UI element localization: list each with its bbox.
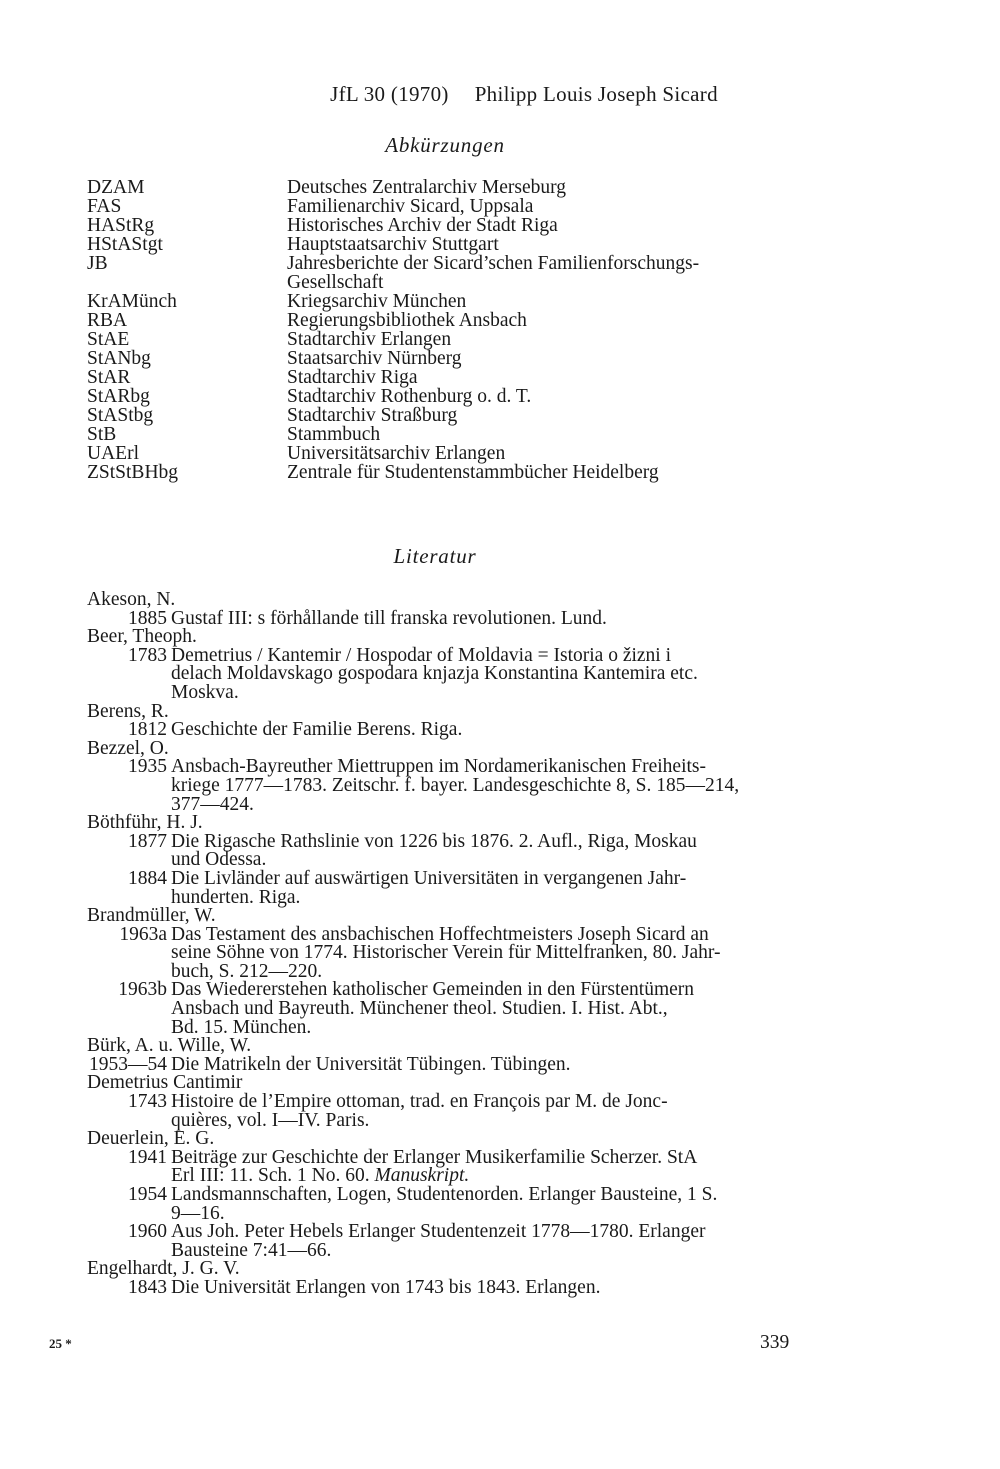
citation-line: Die Matrikeln der Universität Tübingen. Tübingen.: [171, 1053, 571, 1075]
work-year: 1783: [128, 644, 167, 666]
work-year: 1953—54: [89, 1053, 167, 1075]
work-citation: [171, 1053, 799, 1075]
citation-line: Bausteine 7:41—66.: [171, 1239, 332, 1261]
abbreviation-value: Staatsarchiv Nürnberg: [287, 348, 462, 369]
abbreviation-value: Stadtarchiv Erlangen: [287, 329, 452, 350]
citation-line: Beiträge zur Geschichte der Erlanger Musikerfamilie Scherzer. StA: [171, 1146, 698, 1168]
work-year: 1963b: [118, 979, 167, 1001]
literature-author: Berens, R.: [87, 700, 169, 722]
abbreviation-value: Stadtarchiv Rothenburg o. d. T.: [287, 386, 532, 407]
abbreviation-row: [87, 235, 807, 254]
literature-work: [87, 867, 799, 908]
journal-reference: JfL 30 (1970): [330, 82, 449, 106]
literature-heading: Literatur: [393, 544, 477, 568]
abbreviation-value: Universitätsarchiv Erlangen: [287, 443, 506, 464]
abbreviation-key: ZStStBHbg: [87, 462, 179, 483]
abbreviations-heading: Abkürzungen: [385, 133, 505, 157]
abbreviation-value: Stadtarchiv Straßburg: [287, 405, 458, 426]
citation-line: Die Universität Erlangen von 1743 bis 1843. Erlangen.: [171, 1276, 601, 1298]
work-citation: [171, 867, 799, 908]
work-citation: [171, 1093, 799, 1130]
literature-work: [87, 1146, 799, 1187]
abbreviation-key: [87, 273, 287, 292]
citation-line: quières, vol. I—IV. Paris.: [171, 1109, 370, 1131]
article-title: Philipp Louis Joseph Sicard: [474, 82, 718, 106]
abbreviation-value: Jahresberichte der Sicard’schen Familienforschungs-: [287, 253, 700, 274]
literature-author: Brandmüller, W.: [87, 905, 216, 927]
abbreviation-value: Stadtarchiv Riga: [287, 367, 418, 388]
work-year: 1885: [128, 607, 167, 629]
abbreviation-row: [87, 273, 807, 292]
abbreviation-key: DZAM: [87, 177, 145, 198]
abbreviation-value: Gesellschaft: [287, 272, 384, 293]
literature-work: [87, 830, 799, 871]
citation-line: Landsmannschaften, Logen, Studentenorden. Erlanger Bausteine, 1 S.: [171, 1184, 718, 1205]
work-year: 1954: [128, 1184, 167, 1205]
work-year: 1877: [128, 830, 167, 852]
abbreviation-key: RBA: [87, 310, 128, 331]
abbreviation-value: Zentrale für Studentenstammbücher Heidelberg: [287, 462, 659, 483]
literature-work: [87, 1223, 799, 1260]
abbreviation-row: [87, 406, 807, 425]
literature-author: Beer, Theoph.: [87, 626, 197, 648]
abbreviation-row: [87, 444, 807, 463]
citation-line: Die Rigasche Rathslinie von 1226 bis 1876. 2. Aufl., Riga, Moskau: [171, 830, 697, 852]
work-year: 1743: [128, 1091, 167, 1113]
literature-author: Akeson, N.: [87, 589, 176, 610]
literature-work: [87, 721, 799, 740]
work-citation: [171, 830, 799, 871]
citation-line: Gustaf III: s förhållande till franska revolutionen. Lund.: [171, 607, 607, 629]
work-year: 1884: [128, 867, 167, 889]
citation-line: hunderten. Riga.: [171, 886, 301, 908]
abbreviation-value: Familienarchiv Sicard, Uppsala: [287, 196, 534, 217]
abbreviation-key: StB: [87, 424, 117, 445]
work-year: 1935: [128, 756, 167, 778]
literature-author: Bezzel, O.: [87, 737, 169, 759]
citation-line: Geschichte der Familie Berens. Riga.: [171, 719, 463, 741]
work-citation: [171, 1276, 799, 1298]
work-citation: [171, 607, 799, 629]
literature-work: [87, 981, 799, 1037]
abbreviation-key: StAE: [87, 329, 130, 350]
citation-line: Das Testament des ansbachischen Hoffechtmeisters Joseph Sicard an: [171, 923, 709, 945]
citation-line: 9—16.: [171, 1202, 225, 1224]
abbreviation-key: KrAMünch: [87, 291, 177, 312]
citation-line: Aus Joh. Peter Hebels Erlanger Studentenzeit 1778—1780. Erlanger: [171, 1221, 706, 1243]
citation-line: Ansbach und Bayreuth. Münchener theol. Studien. I. Hist. Abt.,: [171, 998, 668, 1020]
abbreviation-key: UAErl: [87, 443, 139, 464]
work-citation: [171, 981, 799, 1037]
abbreviation-value: Stammbuch: [287, 424, 381, 445]
abbreviation-row: [87, 368, 807, 387]
abbreviation-row: [87, 216, 807, 235]
abbreviation-key: HAStRg: [87, 215, 155, 236]
abbreviation-value: Regierungsbibliothek Ansbach: [287, 310, 527, 331]
citation-line-text: Erl III: 11. Sch. 1 No. 60.: [171, 1165, 370, 1187]
citation-italic-note: Manuskript.: [374, 1165, 470, 1187]
work-year: 1960: [128, 1221, 167, 1243]
literature-work: [87, 923, 799, 982]
abbreviation-row: [87, 387, 807, 406]
literature-author: Engelhardt, J. G. V.: [87, 1258, 240, 1280]
abbreviation-key: HStAStgt: [87, 234, 163, 255]
literature-work: [87, 1276, 799, 1298]
work-year: 1963a: [119, 923, 167, 945]
work-citation: [171, 1146, 799, 1187]
literature-author: Böthführ, H. J.: [87, 812, 203, 834]
abbreviation-row: [87, 254, 807, 273]
work-year: 1941: [128, 1146, 167, 1168]
citation-line: kriege 1777—1783. Zeitschr. f. bayer. Landesgeschichte 8, S. 185—214,: [171, 774, 740, 796]
citation-line: Demetrius / Kantemir / Hospodar of Moldavia = Istoria o žizni i: [171, 644, 672, 666]
citation-line: Bd. 15. München.: [171, 1016, 312, 1038]
abbreviation-key: StAStbg: [87, 405, 154, 426]
work-citation: [171, 721, 799, 740]
work-citation: [171, 1186, 799, 1223]
citation-line: Das Wiedererstehen katholischer Gemeinden in den Fürstentümern: [171, 979, 695, 1001]
abbreviation-value: Deutsches Zentralarchiv Merseburg: [287, 177, 567, 198]
abbreviation-value: Historisches Archiv der Stadt Riga: [287, 215, 558, 236]
abbreviation-row: [87, 330, 807, 349]
literature-work: [87, 1093, 799, 1130]
abbreviation-row: [87, 463, 807, 482]
work-year: 1843: [128, 1276, 167, 1298]
literature-work: [87, 758, 799, 814]
abbreviation-row: [87, 178, 807, 197]
work-citation: [171, 758, 799, 814]
abbreviation-key: StAR: [87, 367, 131, 388]
literature-work: [87, 644, 799, 703]
work-year: 1812: [128, 719, 167, 741]
literature-author: Deuerlein, E. G.: [87, 1128, 215, 1150]
work-citation: [171, 923, 799, 982]
literature-list: [87, 591, 799, 1298]
abbreviation-row: [87, 425, 807, 444]
citation-line: und Odessa.: [171, 849, 267, 871]
citation-line: seine Söhne von 1774. Historischer Verein für Mittelfranken, 80. Jahr-: [171, 942, 721, 964]
citation-line: Histoire de l’Empire ottoman, trad. en François par M. de Jonc-: [171, 1091, 668, 1113]
citation-line: 377—424.: [171, 793, 254, 815]
abbreviation-key: StARbg: [87, 386, 150, 407]
literature-author: Bürk, A. u. Wille, W.: [87, 1035, 252, 1057]
abbreviation-row: [87, 292, 807, 311]
abbreviations-table: [87, 178, 807, 482]
literature-work: [87, 1186, 799, 1223]
signature-mark: 25 *: [49, 1336, 72, 1351]
citation-line: buch, S. 212—220.: [171, 960, 323, 982]
citation-line: Moskva.: [171, 681, 239, 703]
abbreviation-value: Kriegsarchiv München: [287, 291, 467, 312]
abbreviation-key: StANbg: [87, 348, 151, 369]
abbreviation-key: FAS: [87, 196, 122, 217]
page-number: 339: [760, 1332, 790, 1353]
literature-author: Demetrius Cantimir: [87, 1072, 243, 1094]
running-head: [0, 82, 1000, 107]
citation-line: Ansbach-Bayreuther Miettruppen im Nordamerikanischen Freiheits-: [171, 756, 707, 778]
abbreviation-row: [87, 311, 807, 330]
abbreviation-value: Hauptstaatsarchiv Stuttgart: [287, 234, 499, 255]
abbreviation-key: JB: [87, 253, 108, 274]
work-citation: [171, 644, 799, 703]
work-citation: [171, 1223, 799, 1260]
abbreviation-row: [87, 197, 807, 216]
citation-line: delach Moldavskago gospodara knjazja Konstantina Kantemira etc.: [171, 663, 698, 685]
abbreviation-row: [87, 349, 807, 368]
citation-line: Die Livländer auf auswärtigen Universitäten in vergangenen Jahr-: [171, 867, 687, 889]
